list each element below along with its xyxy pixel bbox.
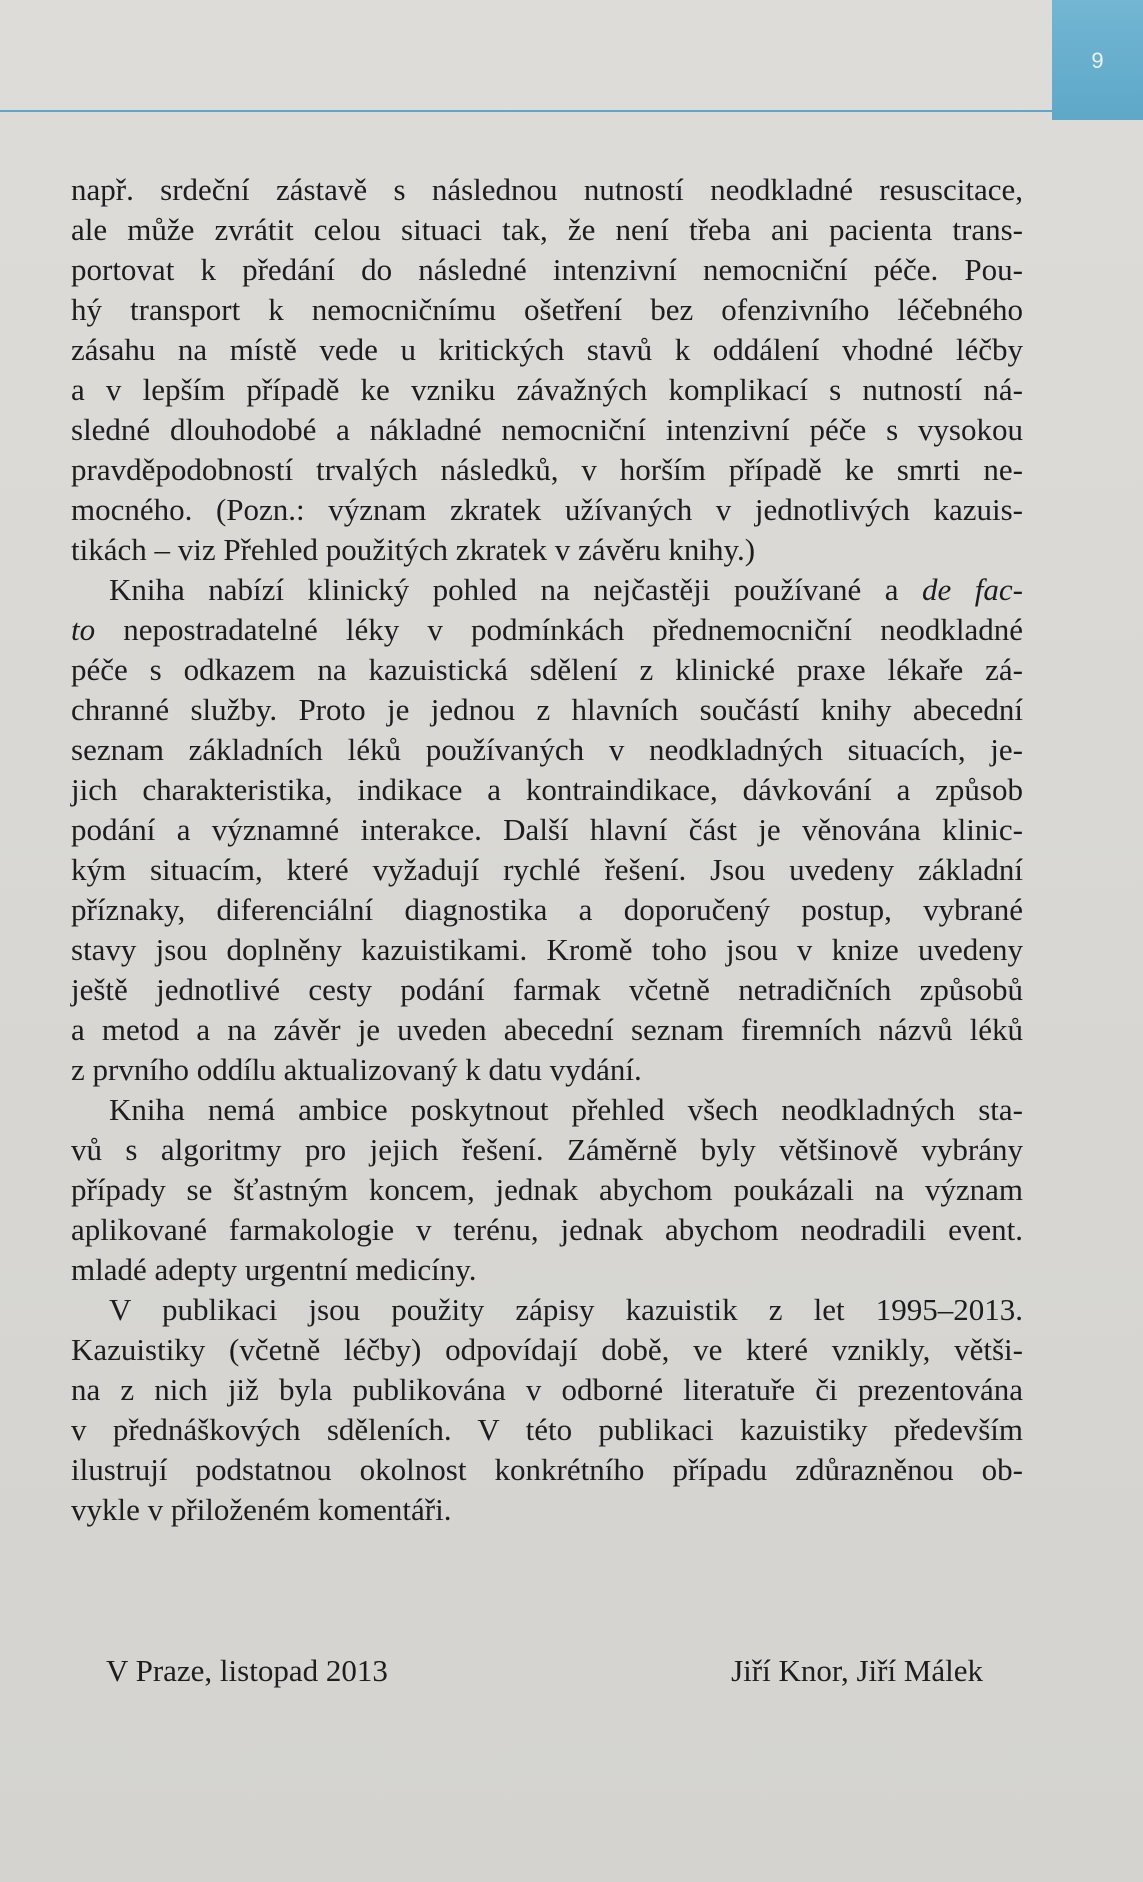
paragraph-3	[71, 1090, 1023, 1290]
text-line: např. srdeční zástavě s následnou nutností neodkladné resuscitace,	[71, 172, 1023, 207]
text-line: na z nich již byla publikována v odborné literatuře či prezentována	[71, 1372, 1023, 1407]
paragraph-2	[71, 570, 1023, 1090]
paragraph-1	[71, 170, 1023, 570]
text-line: jich charakteristika, indikace a kontraindikace, dávkování a způsob	[71, 772, 1023, 807]
text-line: Kniha nemá ambice poskytnout přehled všech neodkladných sta-	[109, 1092, 1023, 1127]
latin-term: to	[71, 612, 96, 647]
text-line: tikách – viz Přehled použitých zkratek v závěru knihy.)	[71, 532, 756, 567]
text-line: ilustrují podstatnou okolnost konkrétního případu zdůrazněnou ob-	[71, 1452, 1023, 1487]
paragraph-4	[71, 1290, 1023, 1530]
text-line: mocného. (Pozn.: význam zkratek užívaných v jednotlivých kazuis-	[71, 492, 1023, 527]
text-line: podání a významné interakce. Další hlavní část je věnována klinic-	[71, 812, 1023, 847]
text-line: vykle v přiloženém komentáři.	[71, 1492, 452, 1527]
text-line: stavy jsou doplněny kazuistikami. Kromě toho jsou v knize uvedeny	[71, 932, 1023, 967]
text-line: příznaky, diferenciální diagnostika a doporučený postup, vybrané	[71, 892, 1023, 927]
header-rule	[0, 110, 1052, 112]
text-line: vů s algoritmy pro jejich řešení. Záměrně byly většinově vybrány	[71, 1132, 1023, 1167]
text-line: sledné dlouhodobé a nákladné nemocniční intenzivní péče s vysokou	[71, 412, 1023, 447]
text-line	[71, 610, 1023, 650]
text-line	[71, 570, 1023, 610]
body-text	[71, 170, 1023, 1530]
text-line: ale může zvrátit celou situaci tak, že není třeba ani pacienta trans-	[71, 212, 1023, 247]
text-line: chranné služby. Proto je jednou z hlavních součástí knihy abecední	[71, 692, 1023, 727]
text-fragment: to nepostradatelné léky v podmínkách přednemocniční neodkladné	[71, 612, 1023, 647]
page-number: 9	[1091, 48, 1104, 73]
place-date: V Praze, listopad 2013	[106, 1653, 388, 1688]
latin-term: de fac-	[922, 572, 1023, 607]
text-line: případy se šťastným koncem, jednak abychom poukázali na význam	[71, 1172, 1023, 1207]
authors: Jiří Knor, Jiří Málek	[731, 1653, 983, 1688]
text-line: ještě jednotlivé cesty podání farmak včetně netradičních způsobů	[71, 972, 1023, 1007]
text-line: a metod a na závěr je uveden abecední seznam firemních názvů léků	[71, 1012, 1023, 1047]
text-line: hý transport k nemocničnímu ošetření bez ofenzivního léčebného	[71, 292, 1023, 327]
text-line: seznam základních léků používaných v neodkladných situacích, je-	[71, 732, 1023, 767]
text-line: V publikaci jsou použity zápisy kazuistik z let 1995–2013.	[109, 1292, 1023, 1327]
text-line: aplikované farmakologie v terénu, jednak abychom neodradili event.	[71, 1212, 1023, 1247]
text-line: z prvního oddílu aktualizovaný k datu vydání.	[71, 1052, 642, 1087]
text-line: mladé adepty urgentní medicíny.	[71, 1252, 477, 1287]
text-line: a v lepším případě ke vzniku závažných komplikací s nutností ná-	[71, 372, 1023, 407]
text-line: v přednáškových sděleních. V této publikaci kazuistiky především	[71, 1412, 1023, 1447]
text-line: péče s odkazem na kazuistická sdělení z klinické praxe lékaře zá-	[71, 652, 1023, 687]
text-line: zásahu na místě vede u kritických stavů k oddálení vhodné léčby	[71, 332, 1023, 367]
text-fragment: Kniha nabízí klinický pohled na nejčastěji používané a de fac-	[109, 572, 1023, 607]
text-line: kým situacím, které vyžadují rychlé řešení. Jsou uvedeny základní	[71, 852, 1023, 887]
text-line: pravděpodobností trvalých následků, v horším případě ke smrti ne-	[71, 452, 1023, 487]
text-line: portovat k předání do následné intenzivní nemocniční péče. Pou-	[71, 252, 1023, 287]
text-line: Kazuistiky (včetně léčby) odpovídají době, ve které vznikly, větši-	[71, 1332, 1023, 1367]
